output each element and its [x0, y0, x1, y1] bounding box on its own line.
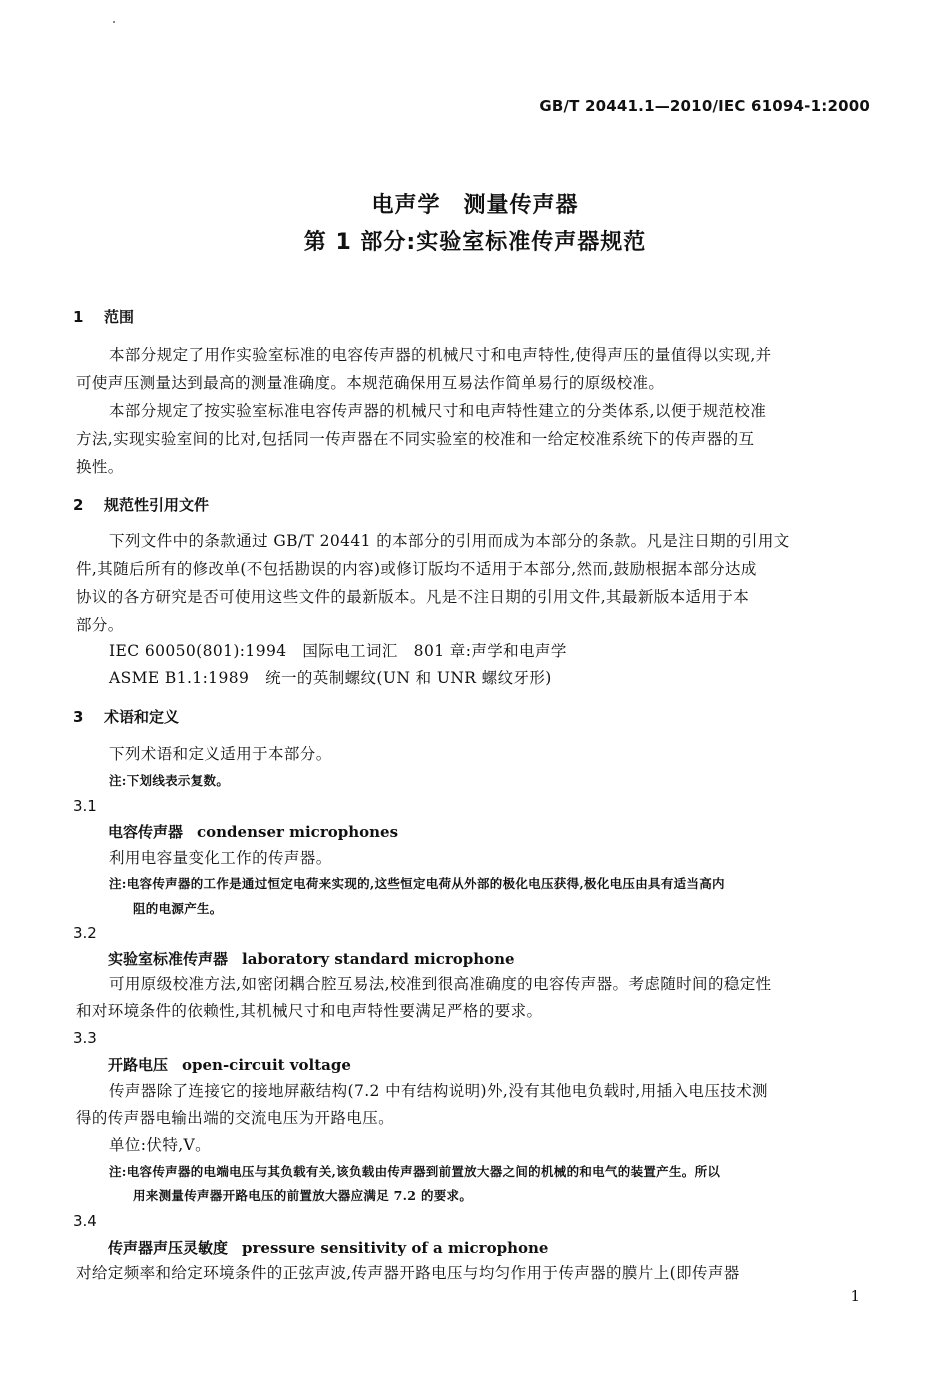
section-number: 2	[73, 496, 84, 514]
term-en: pressure sensitivity of a microphone	[242, 1239, 549, 1257]
term-unit: 单位:伏特,V。	[109, 1136, 212, 1154]
term-number: 3.2	[73, 924, 97, 942]
term-number: 3.4	[73, 1212, 97, 1230]
title-line-1: 电声学 测量传声器	[371, 193, 579, 218]
section-intro: 下列术语和定义适用于本部分。	[109, 745, 332, 763]
term-note: 注:电容传声器的工作是通过恒定电荷来实现的,这些恒定电荷从外部的极化电压获得,极化电压由具有适当高内	[109, 876, 725, 891]
section-note: 注:下划线表示复数。	[109, 773, 230, 788]
section-heading-2	[73, 494, 209, 515]
paragraph-line: 方法,实现实验室间的比对,包括同一传声器在不同实验室的校准和一给定校准系统下的传声器的互	[76, 430, 755, 448]
term-zh: 传声器声压灵敏度	[108, 1239, 229, 1257]
scan-speck	[113, 21, 115, 23]
term-definition: 和对环境条件的依赖性,其机械尺寸和电声特性要满足严格的要求。	[76, 1002, 543, 1020]
paragraph-line: 换性。	[76, 458, 124, 476]
term-en: laboratory standard microphone	[242, 950, 515, 968]
term-note: 阻的电源产生。	[133, 901, 223, 916]
paragraph-line: 可使声压测量达到最高的测量准确度。本规范确保用互易法作简单易行的原级校准。	[76, 374, 665, 392]
term-definition: 传声器除了连接它的接地屏蔽结构(7.2 中有结构说明)外,没有其他电负载时,用插入电压技术测	[109, 1082, 768, 1100]
term-heading	[108, 948, 515, 969]
term-zh: 开路电压	[108, 1056, 169, 1074]
paragraph-line: 本部分规定了用作实验室标准的电容传声器的机械尺寸和电声特性,使得声压的量值得以实现,并	[109, 346, 772, 364]
term-note: 注:电容传声器的电端电压与其负载有关,该负载由传声器到前置放大器之间的机械的和电气的装置产生。所以	[109, 1164, 721, 1179]
section-number: 1	[73, 308, 84, 326]
paragraph-line: 部分。	[76, 616, 124, 634]
paragraph-line: 下列文件中的条款通过 GB/T 20441 的本部分的引用而成为本部分的条款。凡是注日期的引用文	[109, 532, 790, 550]
term-definition: 利用电容量变化工作的传声器。	[109, 849, 332, 867]
term-en: open-circuit voltage	[182, 1056, 351, 1074]
term-definition: 得的传声器电输出端的交流电压为开路电压。	[76, 1109, 395, 1127]
page-number: 1	[850, 1287, 860, 1305]
paragraph-line: 本部分规定了按实验室标准电容传声器的机械尺寸和电声特性建立的分类体系,以便于规范校准	[109, 402, 767, 420]
term-number: 3.3	[73, 1029, 97, 1047]
term-zh: 电容传声器	[108, 823, 184, 841]
reference-item: ASME B1.1:1989 统一的英制螺纹(UN 和 UNR 螺纹牙形)	[109, 669, 552, 687]
paragraph-line: 件,其随后所有的修改单(不包括勘误的内容)或修订版均不适用于本部分,然而,鼓励根据本部分达成	[76, 560, 757, 578]
term-definition: 对给定频率和给定环境条件的正弦声波,传声器开路电压与均匀作用于传声器的膜片上(即传声器	[76, 1264, 740, 1282]
section-heading-1	[73, 306, 134, 327]
title-line-2: 第 1 部分:实验室标准传声器规范	[303, 230, 647, 255]
section-title: 术语和定义	[104, 708, 180, 726]
term-note: 用来测量传声器开路电压的前置放大器应满足 7.2 的要求。	[133, 1188, 473, 1203]
paragraph-line: 协议的各方研究是否可使用这些文件的最新版本。凡是不注日期的引用文件,其最新版本适用于本	[76, 588, 750, 606]
term-heading	[108, 821, 398, 842]
section-number: 3	[73, 708, 84, 726]
reference-item: IEC 60050(801):1994 国际电工词汇 801 章:声学和电声学	[109, 642, 567, 660]
term-number: 3.1	[73, 797, 97, 815]
section-heading-3	[73, 706, 179, 727]
section-title: 范围	[104, 308, 135, 326]
term-heading	[108, 1237, 548, 1258]
term-zh: 实验室标准传声器	[108, 950, 229, 968]
standard-number: GB/T 20441.1—2010/IEC 61094-1:2000	[539, 97, 870, 115]
term-heading	[108, 1054, 351, 1075]
term-en: condenser microphones	[197, 823, 399, 841]
term-definition: 可用原级校准方法,如密闭耦合腔互易法,校准到很高准确度的电容传声器。考虑随时间的稳定性	[109, 975, 772, 993]
section-title: 规范性引用文件	[104, 496, 210, 514]
